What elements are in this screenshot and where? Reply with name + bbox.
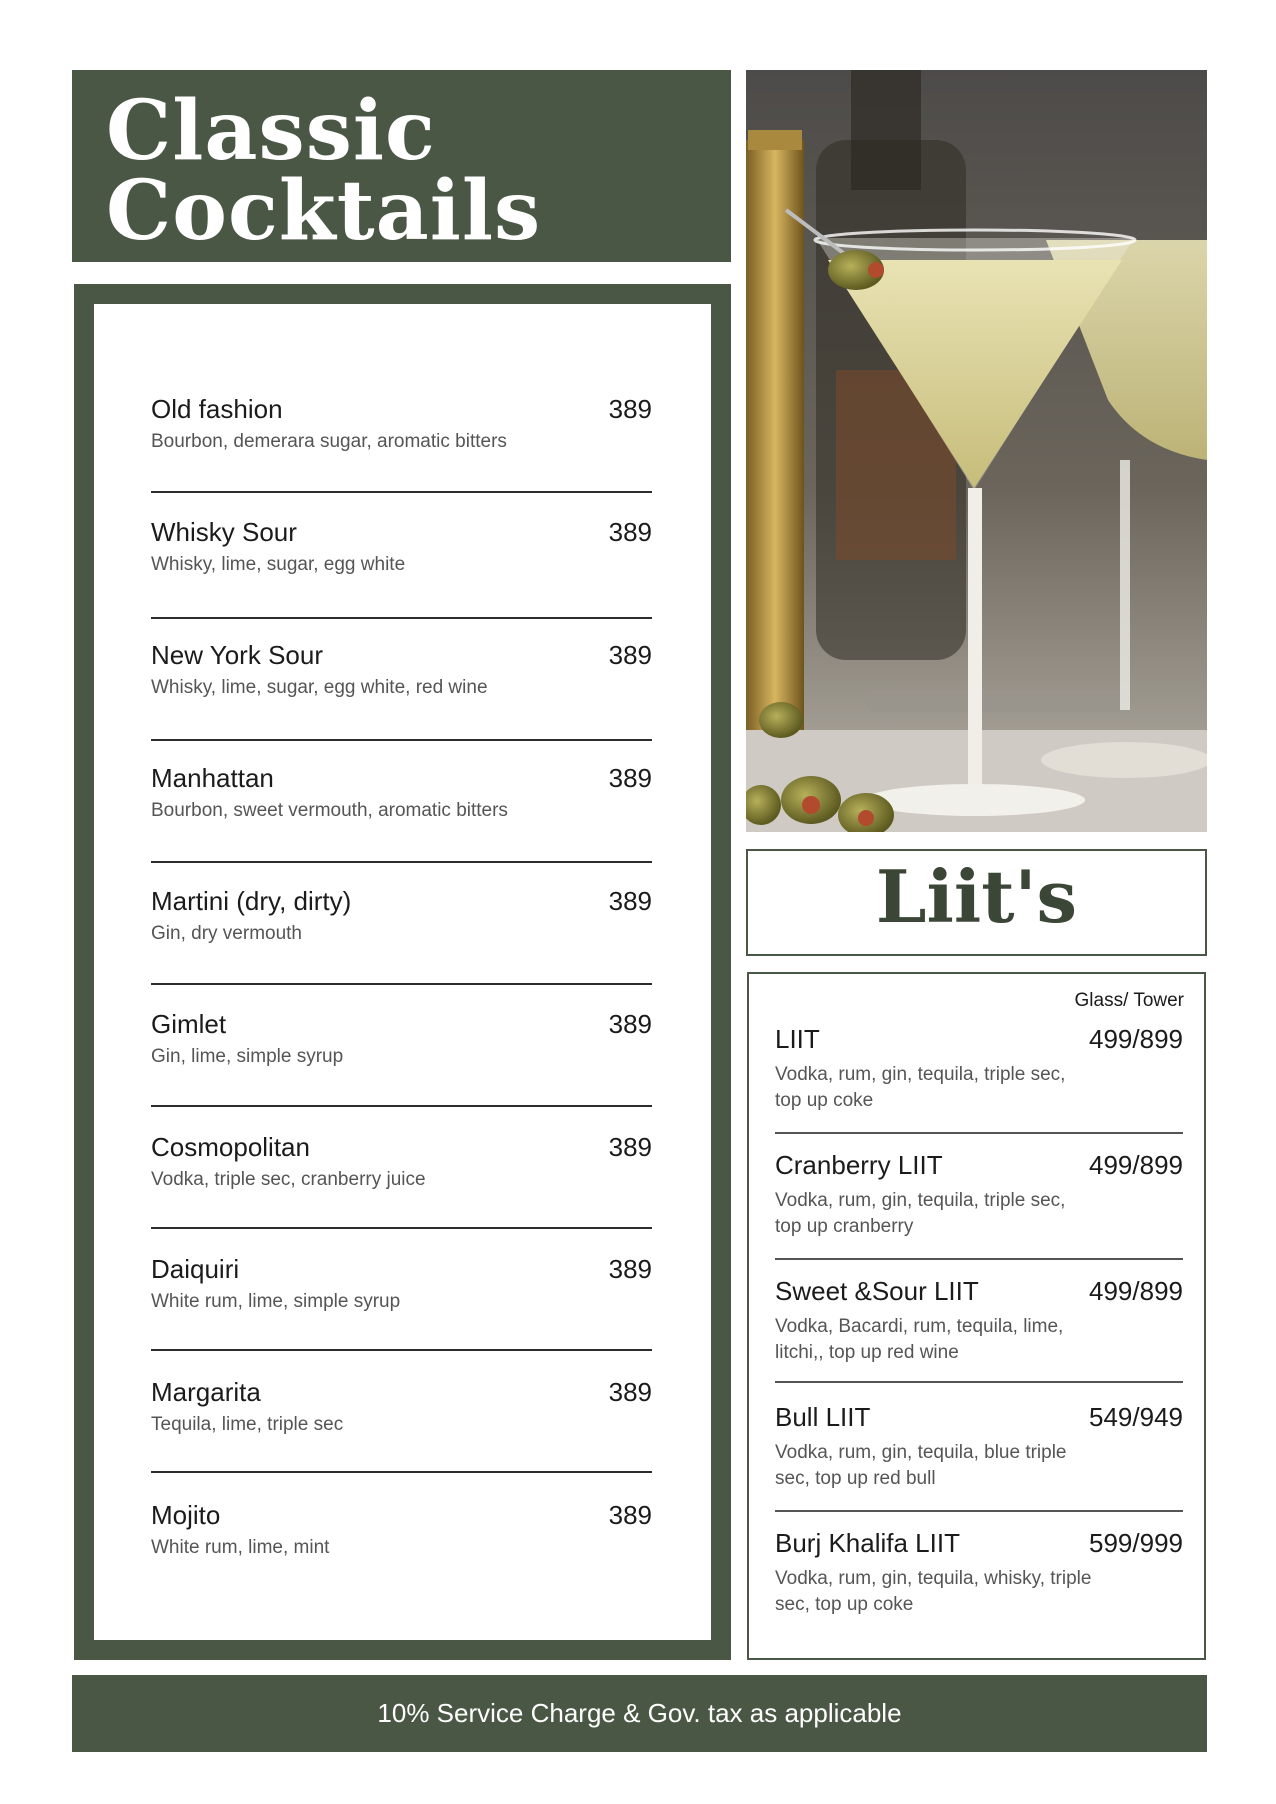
divider <box>775 1510 1183 1512</box>
item-name: New York Sour <box>151 640 323 670</box>
item-name: Martini (dry, dirty) <box>151 886 352 916</box>
item-description: White rum, lime, mint <box>151 1537 330 1558</box>
item-description: Gin, dry vermouth <box>151 923 302 944</box>
price-label: Glass/ Tower <box>1074 990 1184 1011</box>
item-price: 389 <box>608 517 652 547</box>
item-description: Vodka, rum, gin, tequila, triple sec, top up coke <box>775 1064 1066 1111</box>
item-description: Vodka, rum, gin, tequila, whisky, triple sec, top up coke <box>775 1568 1092 1615</box>
divider <box>151 1227 652 1229</box>
martini-glasses-icon <box>746 70 1207 832</box>
menu-title-block <box>72 70 731 262</box>
item-description: Vodka, Bacardi, rum, tequila, lime, litchi,, top up red wine <box>775 1316 1064 1363</box>
item-description: Bourbon, demerara sugar, aromatic bitters <box>151 431 507 452</box>
divider <box>775 1258 1183 1260</box>
item-price: 599/999 <box>1089 1528 1183 1558</box>
item-name: Cranberry LIIT <box>775 1150 943 1180</box>
item-name: Cosmopolitan <box>151 1132 310 1162</box>
item-price: 389 <box>608 394 652 424</box>
item-description: White rum, lime, simple syrup <box>151 1291 401 1312</box>
footer-bar <box>72 1675 1207 1752</box>
item-name: Burj Khalifa LIIT <box>775 1528 960 1558</box>
item-price: 499/899 <box>1089 1276 1183 1306</box>
item-description: Tequila, lime, triple sec <box>151 1414 344 1435</box>
item-description: Vodka, rum, gin, tequila, blue triple sec, top up red bull <box>775 1442 1067 1489</box>
item-description: Bourbon, sweet vermouth, aromatic bitters <box>151 800 508 821</box>
classic-cocktails-panel <box>74 284 731 1660</box>
divider <box>151 491 652 493</box>
item-name: Manhattan <box>151 763 274 793</box>
item-price: 389 <box>608 1254 652 1284</box>
item-name: Gimlet <box>151 1009 227 1039</box>
classic-cocktails-list <box>94 304 711 1640</box>
divider <box>151 739 652 741</box>
item-name: Mojito <box>151 1500 221 1530</box>
item-price: 389 <box>608 763 652 793</box>
service-charge-note: 10% Service Charge & Gov. tax as applicable <box>377 1698 902 1728</box>
item-name: Bull LIIT <box>775 1402 871 1432</box>
liits-title: Liit's <box>875 854 1078 939</box>
item-price: 389 <box>608 1009 652 1039</box>
item-price: 389 <box>608 640 652 670</box>
liits-list <box>747 972 1206 1660</box>
item-price: 389 <box>608 886 652 916</box>
item-name: Daiquiri <box>151 1254 240 1284</box>
menu-title-line2: Cocktails <box>106 163 542 259</box>
liits-header <box>746 849 1207 956</box>
martini-photo <box>746 70 1207 832</box>
item-name: Sweet &Sour LIIT <box>775 1276 979 1306</box>
item-name: Margarita <box>151 1377 261 1407</box>
divider <box>151 983 652 985</box>
divider <box>775 1132 1183 1134</box>
item-name: Old fashion <box>151 394 283 424</box>
divider <box>151 1105 652 1107</box>
divider <box>151 861 652 863</box>
item-price: 389 <box>608 1132 652 1162</box>
item-name: Whisky Sour <box>151 517 297 547</box>
divider <box>151 1471 652 1473</box>
item-price: 389 <box>608 1500 652 1530</box>
item-description: Vodka, rum, gin, tequila, triple sec, top up cranberry <box>775 1190 1066 1237</box>
divider <box>775 1381 1183 1383</box>
item-price: 499/899 <box>1089 1024 1183 1054</box>
divider <box>151 1349 652 1351</box>
item-price: 499/899 <box>1089 1150 1183 1180</box>
item-description: Whisky, lime, sugar, egg white, red wine <box>151 677 488 698</box>
item-description: Vodka, triple sec, cranberry juice <box>151 1169 426 1190</box>
item-price: 389 <box>608 1377 652 1407</box>
item-price: 549/949 <box>1089 1402 1183 1432</box>
item-name: LIIT <box>775 1024 820 1054</box>
divider <box>151 617 652 619</box>
item-description: Gin, lime, simple syrup <box>151 1046 344 1067</box>
item-description: Whisky, lime, sugar, egg white <box>151 554 406 575</box>
menu-title-line1: Classic <box>106 83 436 179</box>
